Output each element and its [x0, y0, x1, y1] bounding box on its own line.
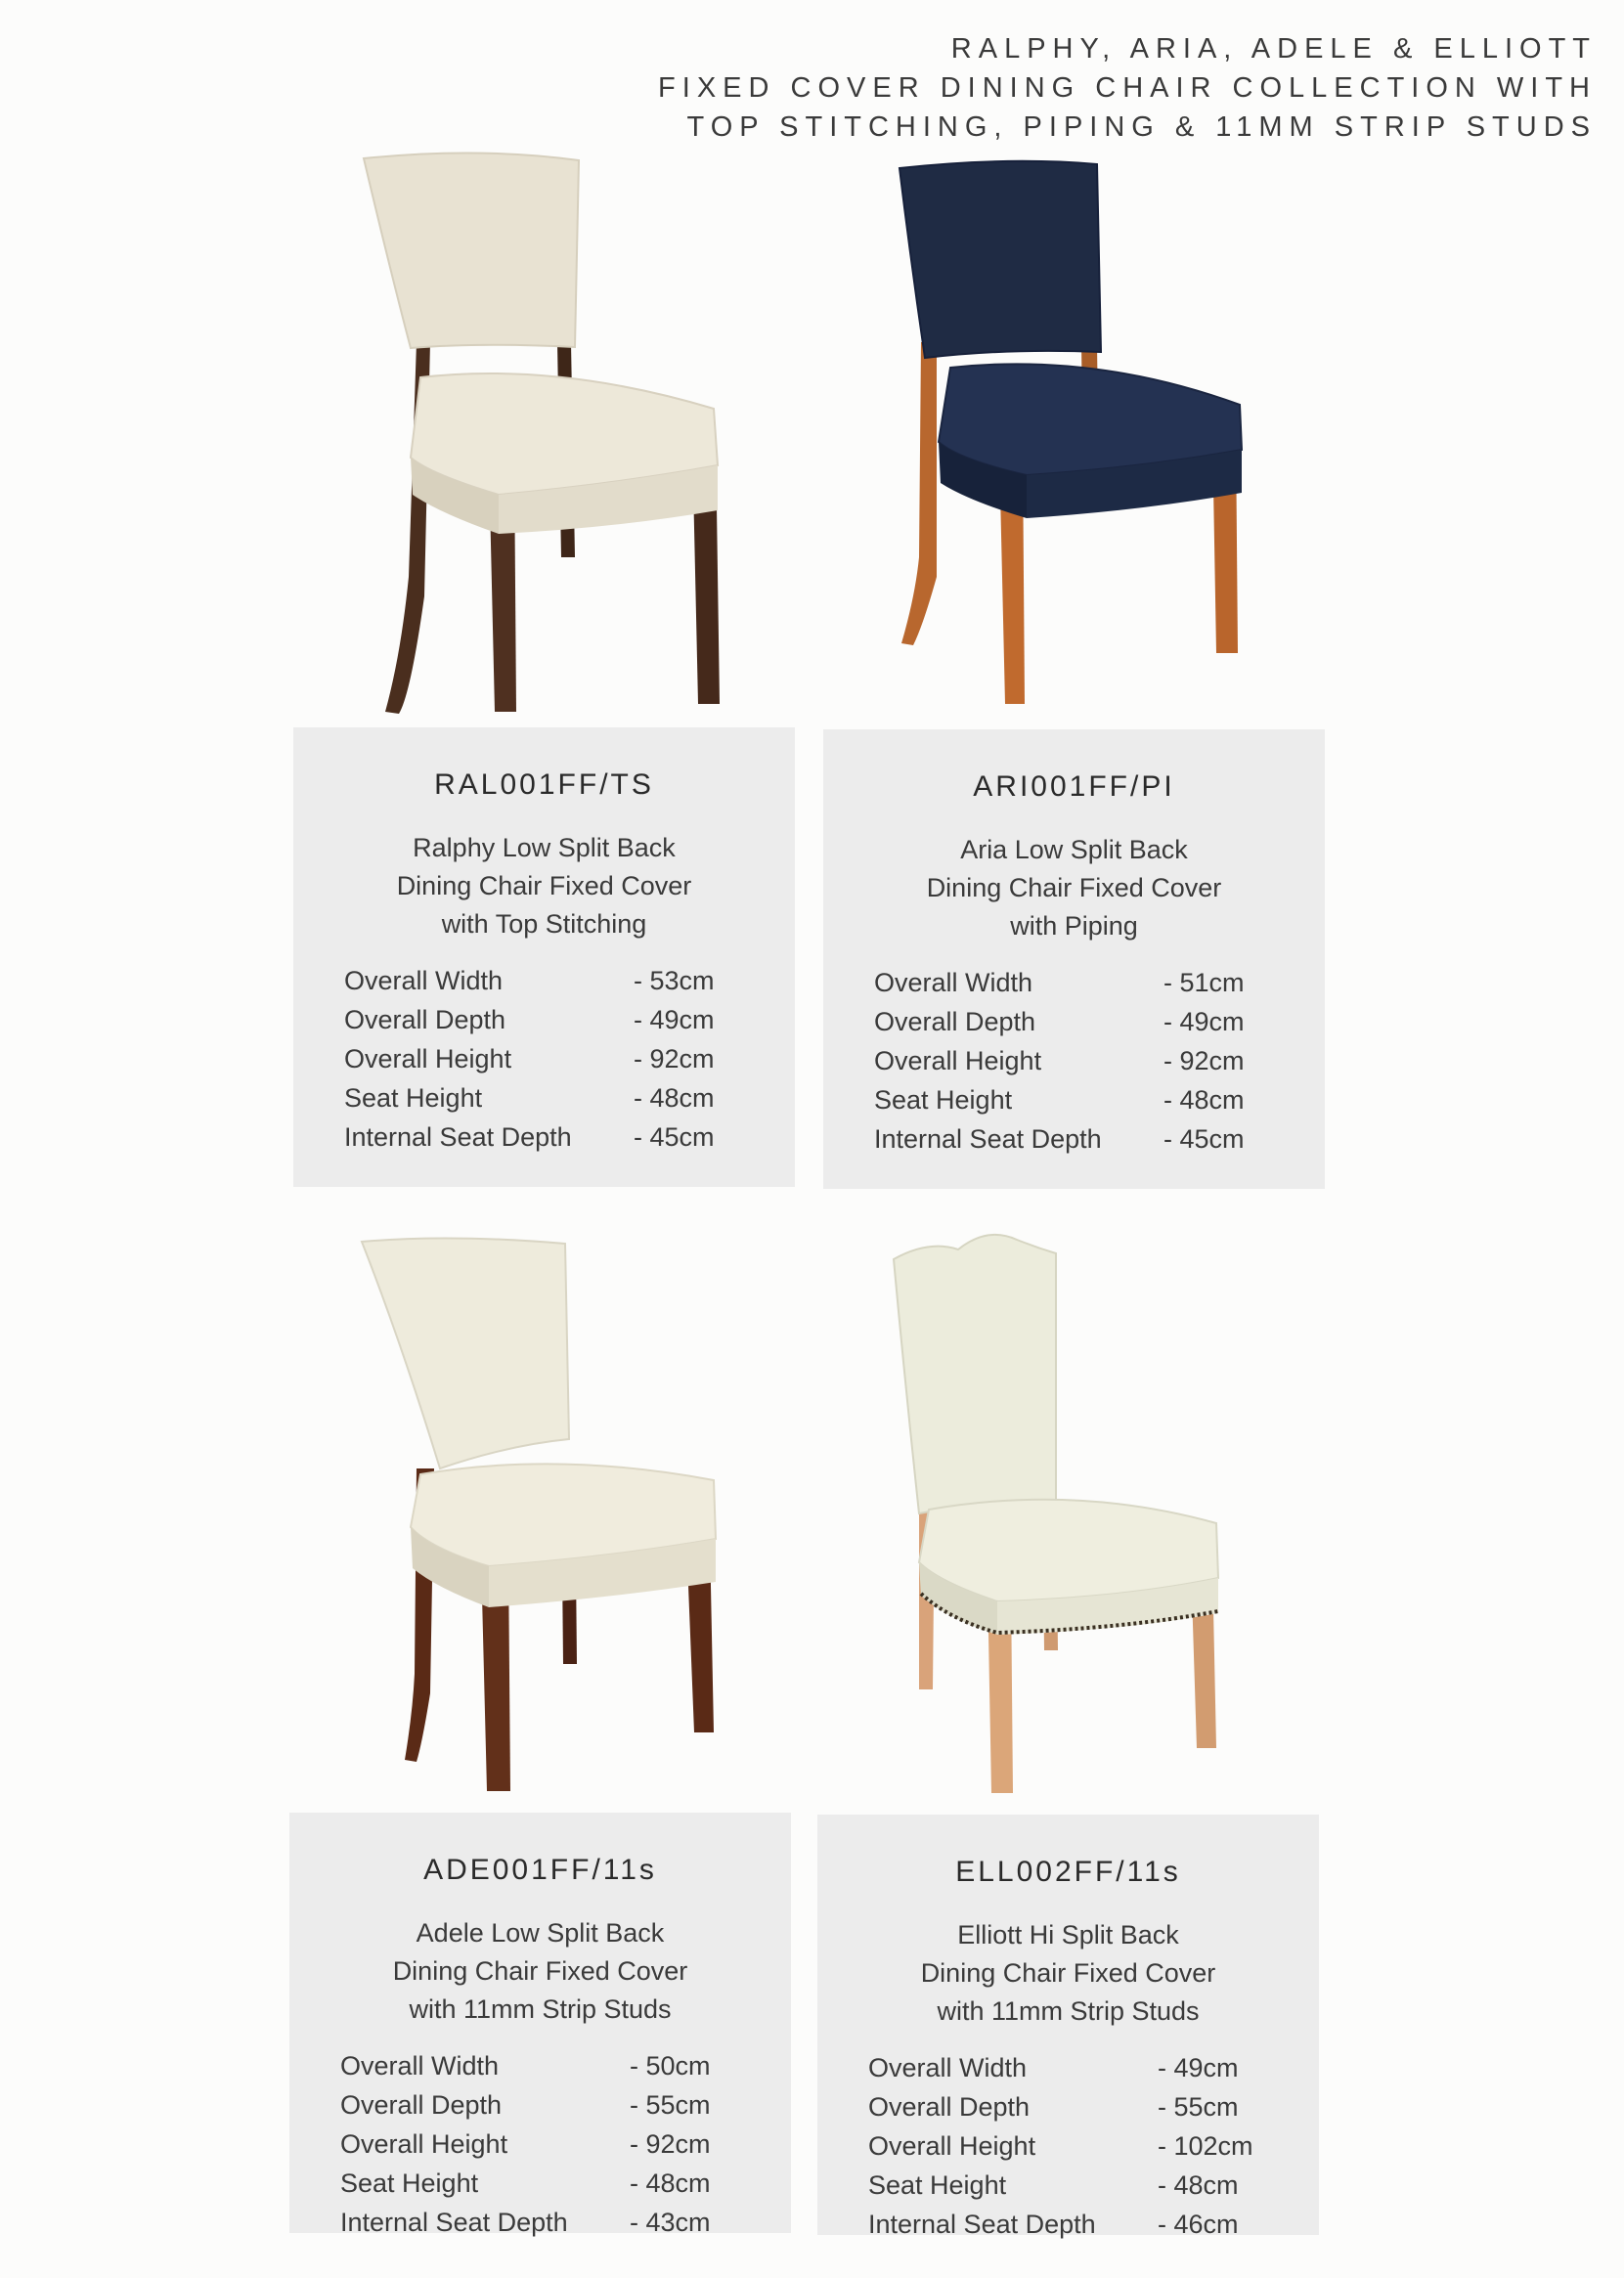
- spec-row: [340, 2085, 791, 2125]
- spec-label: Internal Seat Depth: [868, 2210, 1096, 2239]
- spec-row: [874, 1080, 1325, 1119]
- spec-row: [874, 1041, 1325, 1080]
- spec-value: - 49cm: [634, 1005, 715, 1034]
- spec-label: Overall Depth: [874, 1007, 1036, 1036]
- spec-row: [874, 1002, 1325, 1041]
- product-code: ELL002FF/11s: [955, 1856, 1181, 1888]
- spec-row: [344, 961, 795, 1000]
- product-code: ARI001FF/PI: [973, 770, 1175, 803]
- description-line: Dining Chair Fixed Cover: [926, 873, 1222, 902]
- spec-label: Seat Height: [868, 2170, 1007, 2200]
- spec-label: Seat Height: [344, 1083, 483, 1113]
- spec-row: [340, 2203, 791, 2242]
- spec-value: - 92cm: [1163, 1046, 1245, 1075]
- description-line: Aria Low Split Back: [960, 835, 1188, 864]
- description-line: Dining Chair Fixed Cover: [396, 871, 692, 900]
- product-description: [817, 1916, 1319, 2031]
- description-line: with 11mm Strip Studs: [409, 1994, 672, 2024]
- ralphy-spec-card: [293, 727, 795, 1187]
- description-line: with Piping: [1010, 911, 1138, 941]
- spec-label: Overall Height: [340, 2129, 508, 2159]
- spec-row: [868, 2205, 1319, 2244]
- page-heading: [658, 29, 1597, 147]
- description-line: Dining Chair Fixed Cover: [920, 1958, 1216, 1988]
- spec-label: Overall Height: [344, 1044, 512, 1073]
- spec-label: Overall Height: [874, 1046, 1042, 1075]
- spec-row: [344, 1078, 795, 1117]
- spec-label: Internal Seat Depth: [344, 1122, 572, 1152]
- spec-row: [874, 1119, 1325, 1159]
- spec-value: - 51cm: [1163, 968, 1245, 997]
- spec-value: - 45cm: [634, 1122, 715, 1152]
- spec-label: Overall Depth: [344, 1005, 506, 1034]
- spec-label: Overall Depth: [868, 2092, 1031, 2122]
- heading-line-2: FIXED COVER DINING CHAIR COLLECTION WITH: [658, 72, 1597, 104]
- spec-list: [874, 963, 1325, 1159]
- spec-label: Internal Seat Depth: [874, 1124, 1102, 1154]
- description-line: Dining Chair Fixed Cover: [392, 1956, 688, 1986]
- description-line: with Top Stitching: [441, 909, 647, 939]
- spec-label: Seat Height: [340, 2168, 479, 2198]
- spec-label: Overall Width: [344, 966, 504, 995]
- heading-line-3: TOP STITCHING, PIPING & 11MM STRIP STUDS: [686, 111, 1597, 143]
- product-code: RAL001FF/TS: [434, 768, 654, 801]
- spec-value: - 49cm: [1163, 1007, 1245, 1036]
- spec-list: [868, 2048, 1319, 2244]
- spec-row: [868, 2126, 1319, 2166]
- spec-row: [340, 2125, 791, 2164]
- spec-value: - 55cm: [630, 2090, 711, 2120]
- spec-list: [344, 961, 795, 1157]
- ralphy-chair-image: [323, 147, 753, 723]
- adele-spec-card: [289, 1813, 791, 2237]
- elliott-spec-card: [817, 1815, 1319, 2239]
- spec-value: - 48cm: [630, 2168, 711, 2198]
- spec-value: - 49cm: [1158, 2053, 1239, 2082]
- spec-value: - 43cm: [630, 2208, 711, 2237]
- description-line: with 11mm Strip Studs: [937, 1996, 1200, 2026]
- spec-label: Internal Seat Depth: [340, 2208, 568, 2237]
- spec-value: - 48cm: [1163, 1085, 1245, 1115]
- spec-row: [344, 1117, 795, 1157]
- spec-label: Overall Width: [340, 2051, 500, 2081]
- spec-label: Overall Width: [874, 968, 1033, 997]
- spec-row: [874, 963, 1325, 1002]
- spec-row: [868, 2087, 1319, 2126]
- spec-value: - 92cm: [634, 1044, 715, 1073]
- description-line: Ralphy Low Split Back: [413, 833, 676, 862]
- adele-chair-image: [352, 1234, 733, 1801]
- spec-row: [868, 2166, 1319, 2205]
- spec-row: [340, 2164, 791, 2203]
- spec-value: - 53cm: [634, 966, 715, 995]
- spec-row: [868, 2048, 1319, 2087]
- aria-chair-image: [880, 156, 1271, 704]
- spec-value: - 50cm: [630, 2051, 711, 2081]
- product-description: [293, 829, 795, 943]
- spec-label: Seat Height: [874, 1085, 1013, 1115]
- aria-spec-card: [823, 729, 1325, 1189]
- product-description: [289, 1914, 791, 2029]
- spec-row: [340, 2046, 791, 2085]
- spec-value: - 48cm: [1158, 2170, 1239, 2200]
- description-line: Elliott Hi Split Back: [957, 1920, 1179, 1949]
- elliott-chair-image: [890, 1230, 1232, 1807]
- spec-value: - 102cm: [1158, 2131, 1253, 2161]
- spec-value: - 48cm: [634, 1083, 715, 1113]
- heading-line-1: RALPHY, ARIA, ADELE & ELLIOTT: [950, 33, 1597, 65]
- spec-value: - 92cm: [630, 2129, 711, 2159]
- spec-row: [344, 1000, 795, 1039]
- spec-value: - 55cm: [1158, 2092, 1239, 2122]
- description-line: Adele Low Split Back: [416, 1918, 665, 1948]
- spec-list: [340, 2046, 791, 2242]
- spec-row: [344, 1039, 795, 1078]
- product-code: ADE001FF/11s: [423, 1854, 657, 1886]
- product-description: [823, 831, 1325, 945]
- spec-value: - 46cm: [1158, 2210, 1239, 2239]
- spec-label: Overall Width: [868, 2053, 1028, 2082]
- spec-label: Overall Depth: [340, 2090, 503, 2120]
- spec-label: Overall Height: [868, 2131, 1036, 2161]
- spec-value: - 45cm: [1163, 1124, 1245, 1154]
